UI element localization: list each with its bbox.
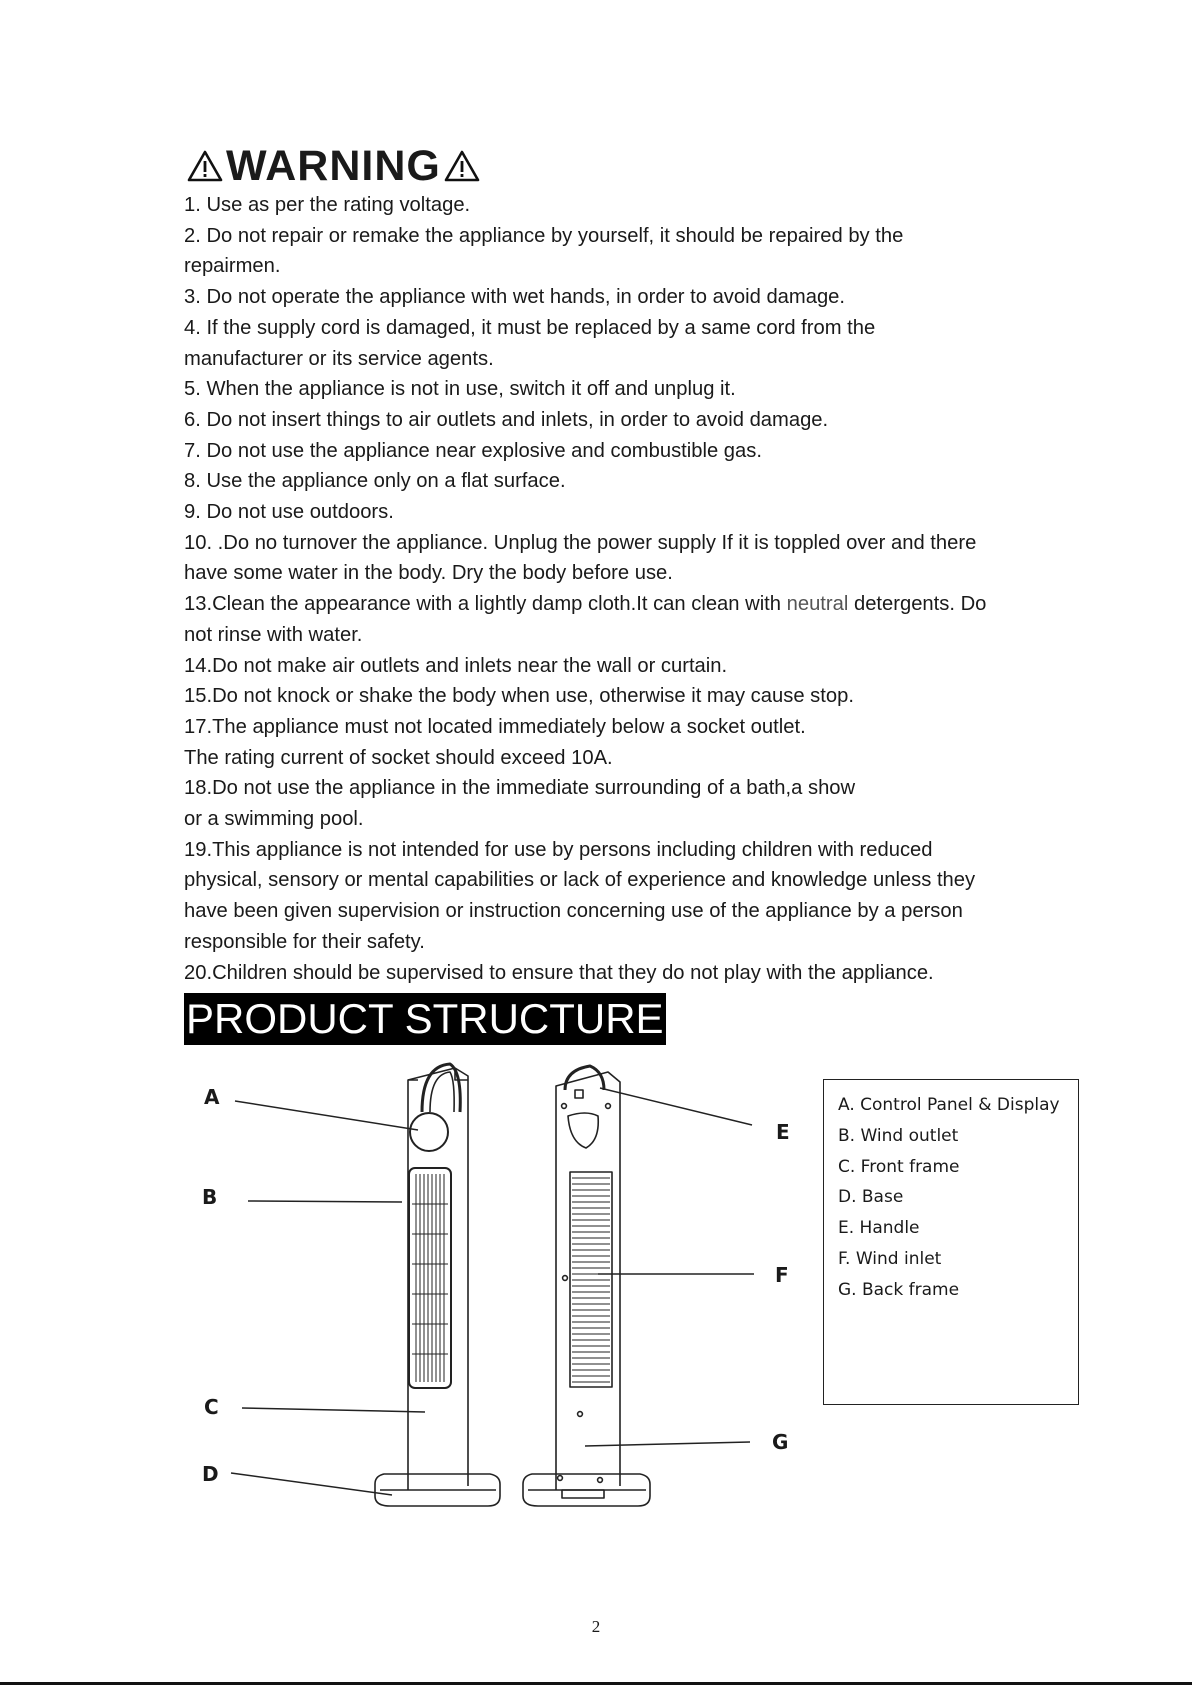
front-tower-illustration xyxy=(375,1064,500,1506)
warning-item: 18.Do not use the appliance in the immediate surrounding of a bath,a show xyxy=(184,777,856,800)
warning-item: 6. Do not insert things to air outlets and inlets, in order to avoid damage. xyxy=(184,408,829,431)
warning-triangle-icon xyxy=(443,149,481,183)
warning-item: 19.This appliance is not intended for use by persons including children with reduced xyxy=(184,838,933,861)
warning-item: have some water in the body. Dry the body before use. xyxy=(184,562,673,585)
warning-item: 20.Children should be supervised to ensure that they do not play with the appliance. xyxy=(184,961,934,984)
callout-b: B xyxy=(202,1185,218,1209)
legend-item: F. Wind inlet xyxy=(838,1248,942,1269)
warning-item: 5. When the appliance is not in use, switch it off and unplug it. xyxy=(184,378,736,401)
warning-item: 7. Do not use the appliance near explosive and combustible gas. xyxy=(184,439,762,462)
callout-a: A xyxy=(204,1085,220,1109)
section-title-product-structure: PRODUCT STRUCTURE xyxy=(184,993,666,1045)
callout-c: C xyxy=(204,1395,219,1419)
warning-item: repairmen. xyxy=(184,255,281,278)
callout-d: D xyxy=(202,1462,219,1486)
callout-g: G xyxy=(772,1430,789,1454)
legend-item: E. Handle xyxy=(838,1218,920,1239)
warning-triangle-icon xyxy=(186,149,224,183)
legend-item: C. Front frame xyxy=(838,1156,960,1177)
warning-item: 14.Do not make air outlets and inlets near the wall or curtain. xyxy=(184,654,728,677)
warning-item: have been given supervision or instruction concerning use of the appliance by a person xyxy=(184,900,963,923)
legend-item: B. Wind outlet xyxy=(838,1125,959,1146)
back-tower-illustration xyxy=(523,1066,650,1506)
warning-item: not rinse with water. xyxy=(184,623,363,646)
callout-leader-lines xyxy=(231,1088,754,1495)
warning-item: or a swimming pool. xyxy=(184,808,364,831)
warning-item: 8. Use the appliance only on a flat surface. xyxy=(184,470,566,493)
warning-item: 15.Do not knock or shake the body when use, otherwise it may cause stop. xyxy=(184,685,854,708)
legend-item: A. Control Panel & Display xyxy=(838,1095,1060,1115)
warning-item: 13.Clean the appearance with a lightly damp cloth.It can clean with neutral detergents. Do xyxy=(184,593,987,616)
warning-item: 4. If the supply cord is damaged, it must be replaced by a same cord from the xyxy=(184,316,876,339)
warning-list xyxy=(184,190,1006,988)
warning-item: 10. .Do no turnover the appliance. Unplug the power supply If it is toppled over and there xyxy=(184,531,977,554)
legend-item: G. Back frame xyxy=(838,1279,960,1300)
legend-item: D. Base xyxy=(838,1187,904,1208)
highlighted-word: neutral xyxy=(786,593,849,616)
warning-item: responsible for their safety. xyxy=(184,930,425,953)
warning-heading xyxy=(184,140,483,192)
warning-item: 1. Use as per the rating voltage. xyxy=(184,194,471,216)
parts-legend xyxy=(823,1079,1079,1405)
warning-item: manufacturer or its service agents. xyxy=(184,347,494,370)
warning-item: 9. Do not use outdoors. xyxy=(184,501,394,524)
callout-e: E xyxy=(776,1120,790,1144)
warning-heading-text: WARNING xyxy=(226,142,441,190)
warning-item: 3. Do not operate the appliance with wet hands, in order to avoid damage. xyxy=(184,286,846,309)
warning-item: The rating current of socket should exceed 10A. xyxy=(184,746,613,769)
callout-f: F xyxy=(775,1263,789,1287)
warning-item: 2. Do not repair or remake the appliance by yourself, it should be repaired by the xyxy=(184,224,904,247)
page-number: 2 xyxy=(591,1617,601,1636)
warning-item: 17.The appliance must not located immediately below a socket outlet. xyxy=(184,715,806,738)
warning-item: physical, sensory or mental capabilities or lack of experience and knowledge unless they xyxy=(184,869,976,892)
